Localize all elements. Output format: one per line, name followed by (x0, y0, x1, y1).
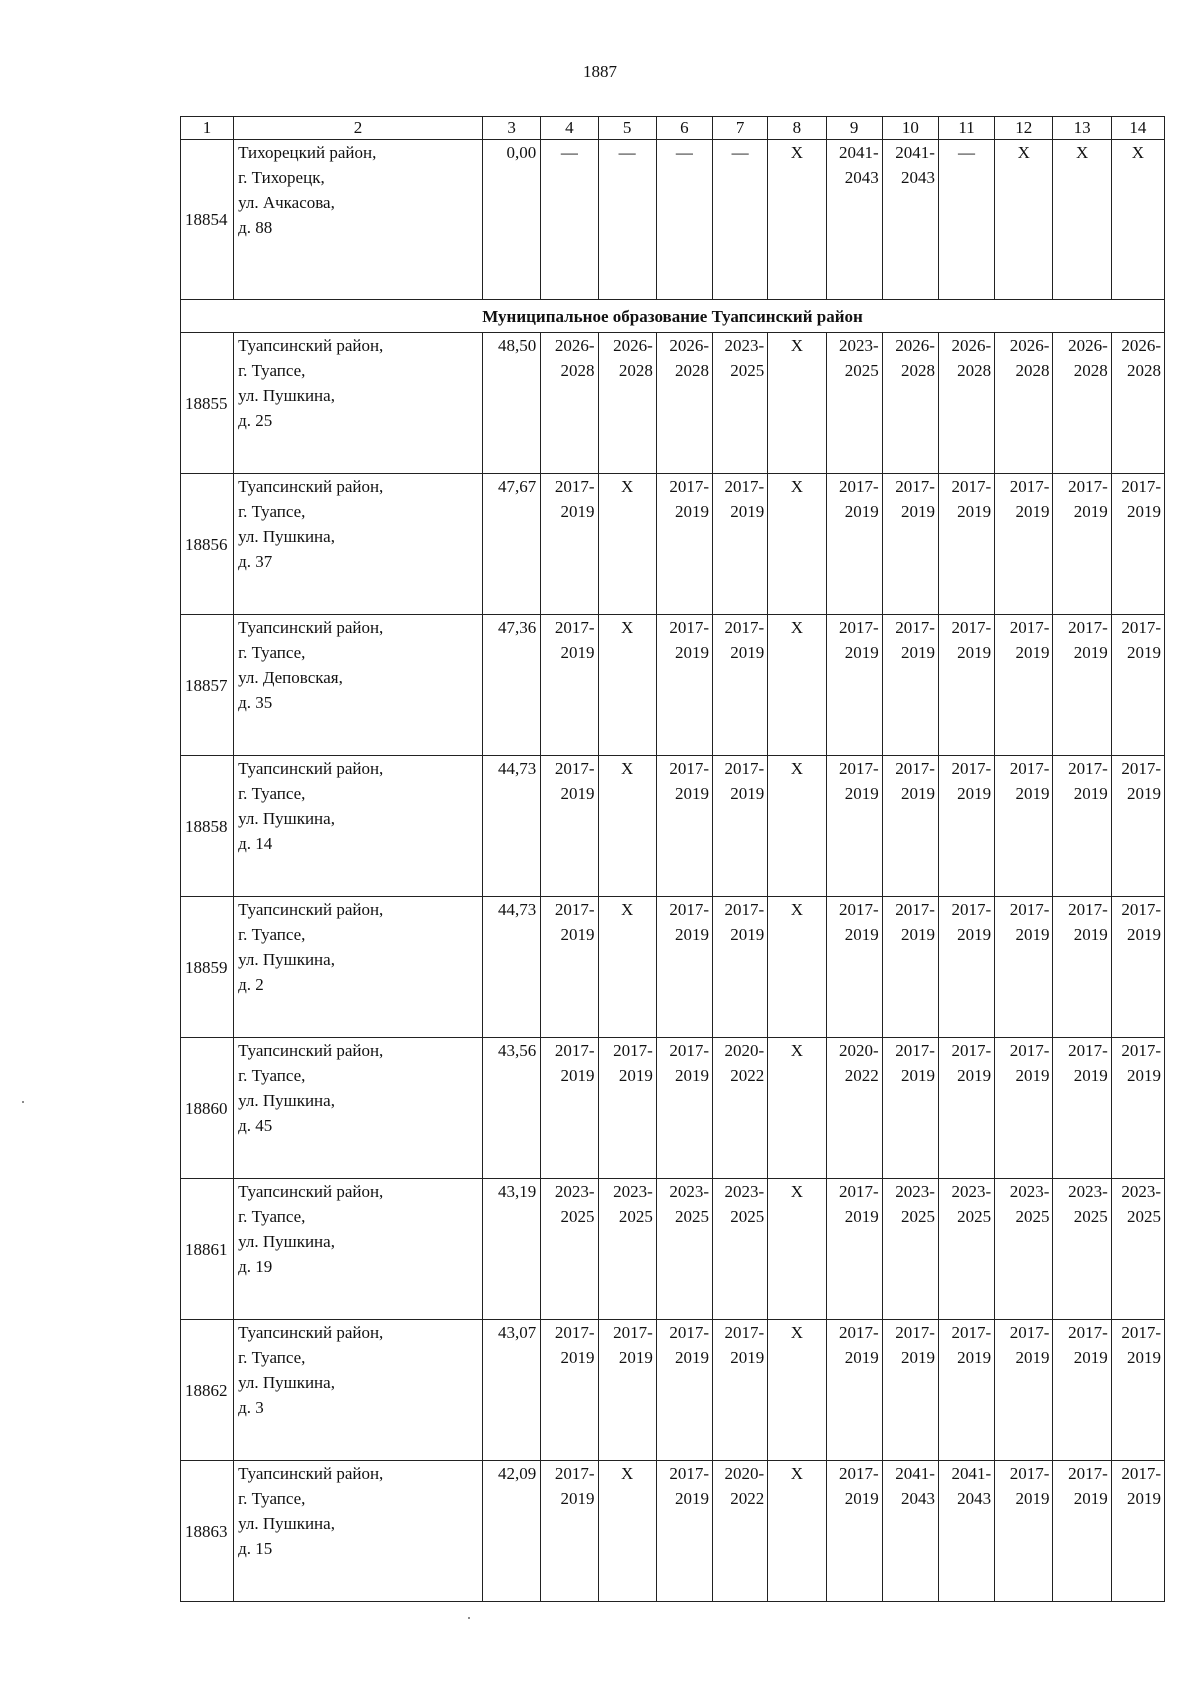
period-cell-col-5: X (598, 615, 656, 756)
period-cell-col-13: X (1053, 140, 1111, 300)
period-cell-col-10: 2017- 2019 (882, 615, 938, 756)
value-cell: 44,73 (482, 897, 540, 1038)
column-header-1: 1 (181, 117, 234, 140)
table-row (181, 333, 1165, 474)
row-number: 18862 (181, 1320, 234, 1461)
period-cell-col-5: 2023- 2025 (598, 1179, 656, 1320)
period-cell-col-11: 2017- 2019 (938, 474, 994, 615)
period-cell-col-9: 2017- 2019 (826, 615, 882, 756)
period-cell-col-10: 2017- 2019 (882, 756, 938, 897)
period-cell-col-7: 2020- 2022 (713, 1461, 768, 1602)
column-header-11: 11 (938, 117, 994, 140)
value-cell: 43,19 (482, 1179, 540, 1320)
column-header-row (181, 117, 1165, 140)
period-cell-col-8: X (768, 140, 826, 300)
row-number: 18857 (181, 615, 234, 756)
period-cell-col-11: 2041- 2043 (938, 1461, 994, 1602)
period-cell-col-7: 2017- 2019 (713, 1320, 768, 1461)
period-cell-col-7: 2017- 2019 (713, 897, 768, 1038)
period-cell-col-13: 2017- 2019 (1053, 756, 1111, 897)
period-cell-col-8: X (768, 1320, 826, 1461)
period-cell-col-12: 2017- 2019 (995, 1038, 1053, 1179)
period-cell-col-13: 2017- 2019 (1053, 615, 1111, 756)
address-cell: Тихорецкий район, г. Тихорецк, ул. Ачкасова, д. 88 (234, 140, 483, 300)
address-cell: Туапсинский район, г. Туапсе, ул. Пушкина, д. 3 (234, 1320, 483, 1461)
period-cell-col-11: 2017- 2019 (938, 615, 994, 756)
scan-speck (22, 1101, 24, 1103)
table-row (181, 756, 1165, 897)
period-cell-col-14: 2017- 2019 (1111, 756, 1164, 897)
period-cell-col-8: X (768, 1038, 826, 1179)
row-number: 18861 (181, 1179, 234, 1320)
period-cell-col-6: 2017- 2019 (656, 756, 712, 897)
column-header-10: 10 (882, 117, 938, 140)
period-cell-col-8: X (768, 1461, 826, 1602)
period-cell-col-8: X (768, 615, 826, 756)
period-cell-col-12: 2023- 2025 (995, 1179, 1053, 1320)
period-cell-col-14: 2017- 2019 (1111, 1461, 1164, 1602)
period-cell-col-6: 2017- 2019 (656, 897, 712, 1038)
value-cell: 47,67 (482, 474, 540, 615)
register-table (180, 116, 1165, 1602)
period-cell-col-14: 2026- 2028 (1111, 333, 1164, 474)
period-cell-col-6: 2017- 2019 (656, 1038, 712, 1179)
row-number: 18856 (181, 474, 234, 615)
period-cell-col-14: 2023- 2025 (1111, 1179, 1164, 1320)
period-cell-col-8: X (768, 333, 826, 474)
period-cell-col-14: X (1111, 140, 1164, 300)
period-cell-col-5: — (598, 140, 656, 300)
period-cell-col-13: 2017- 2019 (1053, 474, 1111, 615)
table-row (181, 615, 1165, 756)
period-cell-col-11: 2026- 2028 (938, 333, 994, 474)
period-cell-col-11: 2023- 2025 (938, 1179, 994, 1320)
period-cell-col-13: 2017- 2019 (1053, 1461, 1111, 1602)
row-number: 18858 (181, 756, 234, 897)
column-header-2: 2 (234, 117, 483, 140)
period-cell-col-11: 2017- 2019 (938, 1038, 994, 1179)
table-row (181, 897, 1165, 1038)
period-cell-col-7: 2017- 2019 (713, 756, 768, 897)
value-cell: 48,50 (482, 333, 540, 474)
column-header-9: 9 (826, 117, 882, 140)
period-cell-col-7: 2017- 2019 (713, 474, 768, 615)
section-title: Муниципальное образование Туапсинский район (181, 300, 1165, 333)
address-cell: Туапсинский район, г. Туапсе, ул. Пушкина, д. 15 (234, 1461, 483, 1602)
address-cell: Туапсинский район, г. Туапсе, ул. Пушкина, д. 2 (234, 897, 483, 1038)
period-cell-col-4: 2017- 2019 (541, 615, 598, 756)
address-cell: Туапсинский район, г. Туапсе, ул. Пушкина, д. 19 (234, 1179, 483, 1320)
table-row (181, 1320, 1165, 1461)
period-cell-col-12: 2017- 2019 (995, 897, 1053, 1038)
period-cell-col-12: 2017- 2019 (995, 615, 1053, 756)
period-cell-col-6: 2017- 2019 (656, 474, 712, 615)
period-cell-col-13: 2023- 2025 (1053, 1179, 1111, 1320)
period-cell-col-14: 2017- 2019 (1111, 897, 1164, 1038)
column-header-8: 8 (768, 117, 826, 140)
period-cell-col-6: — (656, 140, 712, 300)
value-cell: 47,36 (482, 615, 540, 756)
address-cell: Туапсинский район, г. Туапсе, ул. Деповская, д. 35 (234, 615, 483, 756)
period-cell-col-9: 2017- 2019 (826, 1320, 882, 1461)
address-cell: Туапсинский район, г. Туапсе, ул. Пушкина, д. 14 (234, 756, 483, 897)
period-cell-col-7: 2020- 2022 (713, 1038, 768, 1179)
period-cell-col-5: X (598, 897, 656, 1038)
period-cell-col-9: 2020- 2022 (826, 1038, 882, 1179)
column-header-7: 7 (713, 117, 768, 140)
value-cell: 42,09 (482, 1461, 540, 1602)
period-cell-col-10: 2041- 2043 (882, 140, 938, 300)
period-cell-col-4: 2017- 2019 (541, 1320, 598, 1461)
period-cell-col-9: 2017- 2019 (826, 474, 882, 615)
section-header-row (181, 300, 1165, 333)
table-row (181, 1179, 1165, 1320)
address-cell: Туапсинский район, г. Туапсе, ул. Пушкина, д. 37 (234, 474, 483, 615)
period-cell-col-11: — (938, 140, 994, 300)
period-cell-col-10: 2017- 2019 (882, 1038, 938, 1179)
period-cell-col-12: 2017- 2019 (995, 474, 1053, 615)
period-cell-col-14: 2017- 2019 (1111, 1038, 1164, 1179)
period-cell-col-5: X (598, 474, 656, 615)
period-cell-col-6: 2026- 2028 (656, 333, 712, 474)
period-cell-col-14: 2017- 2019 (1111, 615, 1164, 756)
period-cell-col-14: 2017- 2019 (1111, 1320, 1164, 1461)
period-cell-col-5: 2026- 2028 (598, 333, 656, 474)
period-cell-col-9: 2017- 2019 (826, 897, 882, 1038)
period-cell-col-10: 2017- 2019 (882, 474, 938, 615)
period-cell-col-13: 2017- 2019 (1053, 897, 1111, 1038)
period-cell-col-4: 2023- 2025 (541, 1179, 598, 1320)
column-header-12: 12 (995, 117, 1053, 140)
column-header-6: 6 (656, 117, 712, 140)
period-cell-col-10: 2041- 2043 (882, 1461, 938, 1602)
address-cell: Туапсинский район, г. Туапсе, ул. Пушкина, д. 45 (234, 1038, 483, 1179)
period-cell-col-7: 2023- 2025 (713, 333, 768, 474)
column-header-5: 5 (598, 117, 656, 140)
row-number: 18860 (181, 1038, 234, 1179)
period-cell-col-12: 2026- 2028 (995, 333, 1053, 474)
period-cell-col-11: 2017- 2019 (938, 897, 994, 1038)
row-number: 18855 (181, 333, 234, 474)
period-cell-col-11: 2017- 2019 (938, 1320, 994, 1461)
period-cell-col-10: 2026- 2028 (882, 333, 938, 474)
table-body (181, 117, 1165, 1602)
period-cell-col-9: 2041- 2043 (826, 140, 882, 300)
period-cell-col-10: 2017- 2019 (882, 1320, 938, 1461)
period-cell-col-4: — (541, 140, 598, 300)
period-cell-col-10: 2023- 2025 (882, 1179, 938, 1320)
period-cell-col-5: 2017- 2019 (598, 1320, 656, 1461)
table-row (181, 1038, 1165, 1179)
period-cell-col-9: 2023- 2025 (826, 333, 882, 474)
period-cell-col-12: 2017- 2019 (995, 1461, 1053, 1602)
period-cell-col-5: 2017- 2019 (598, 1038, 656, 1179)
row-number: 18854 (181, 140, 234, 300)
period-cell-col-14: 2017- 2019 (1111, 474, 1164, 615)
period-cell-col-9: 2017- 2019 (826, 756, 882, 897)
value-cell: 43,07 (482, 1320, 540, 1461)
period-cell-col-6: 2017- 2019 (656, 615, 712, 756)
period-cell-col-12: X (995, 140, 1053, 300)
period-cell-col-4: 2017- 2019 (541, 756, 598, 897)
period-cell-col-10: 2017- 2019 (882, 897, 938, 1038)
row-number: 18859 (181, 897, 234, 1038)
period-cell-col-8: X (768, 1179, 826, 1320)
row-number: 18863 (181, 1461, 234, 1602)
column-header-13: 13 (1053, 117, 1111, 140)
period-cell-col-5: X (598, 756, 656, 897)
period-cell-col-6: 2017- 2019 (656, 1320, 712, 1461)
period-cell-col-8: X (768, 756, 826, 897)
period-cell-col-7: 2023- 2025 (713, 1179, 768, 1320)
period-cell-col-5: X (598, 1461, 656, 1602)
column-header-14: 14 (1111, 117, 1164, 140)
value-cell: 0,00 (482, 140, 540, 300)
period-cell-col-4: 2017- 2019 (541, 897, 598, 1038)
period-cell-col-6: 2023- 2025 (656, 1179, 712, 1320)
scan-speck (468, 1617, 470, 1619)
period-cell-col-4: 2026- 2028 (541, 333, 598, 474)
value-cell: 44,73 (482, 756, 540, 897)
period-cell-col-13: 2026- 2028 (1053, 333, 1111, 474)
period-cell-col-6: 2017- 2019 (656, 1461, 712, 1602)
period-cell-col-13: 2017- 2019 (1053, 1320, 1111, 1461)
table-row (181, 140, 1165, 300)
value-cell: 43,56 (482, 1038, 540, 1179)
table-row (181, 474, 1165, 615)
address-cell: Туапсинский район, г. Туапсе, ул. Пушкина, д. 25 (234, 333, 483, 474)
period-cell-col-4: 2017- 2019 (541, 1461, 598, 1602)
period-cell-col-7: 2017- 2019 (713, 615, 768, 756)
period-cell-col-4: 2017- 2019 (541, 474, 598, 615)
period-cell-col-8: X (768, 897, 826, 1038)
table-row (181, 1461, 1165, 1602)
column-header-3: 3 (482, 117, 540, 140)
column-header-4: 4 (541, 117, 598, 140)
period-cell-col-9: 2017- 2019 (826, 1179, 882, 1320)
period-cell-col-9: 2017- 2019 (826, 1461, 882, 1602)
period-cell-col-12: 2017- 2019 (995, 756, 1053, 897)
period-cell-col-12: 2017- 2019 (995, 1320, 1053, 1461)
period-cell-col-4: 2017- 2019 (541, 1038, 598, 1179)
period-cell-col-11: 2017- 2019 (938, 756, 994, 897)
period-cell-col-8: X (768, 474, 826, 615)
period-cell-col-13: 2017- 2019 (1053, 1038, 1111, 1179)
page-number: 1887 (583, 62, 617, 81)
period-cell-col-7: — (713, 140, 768, 300)
